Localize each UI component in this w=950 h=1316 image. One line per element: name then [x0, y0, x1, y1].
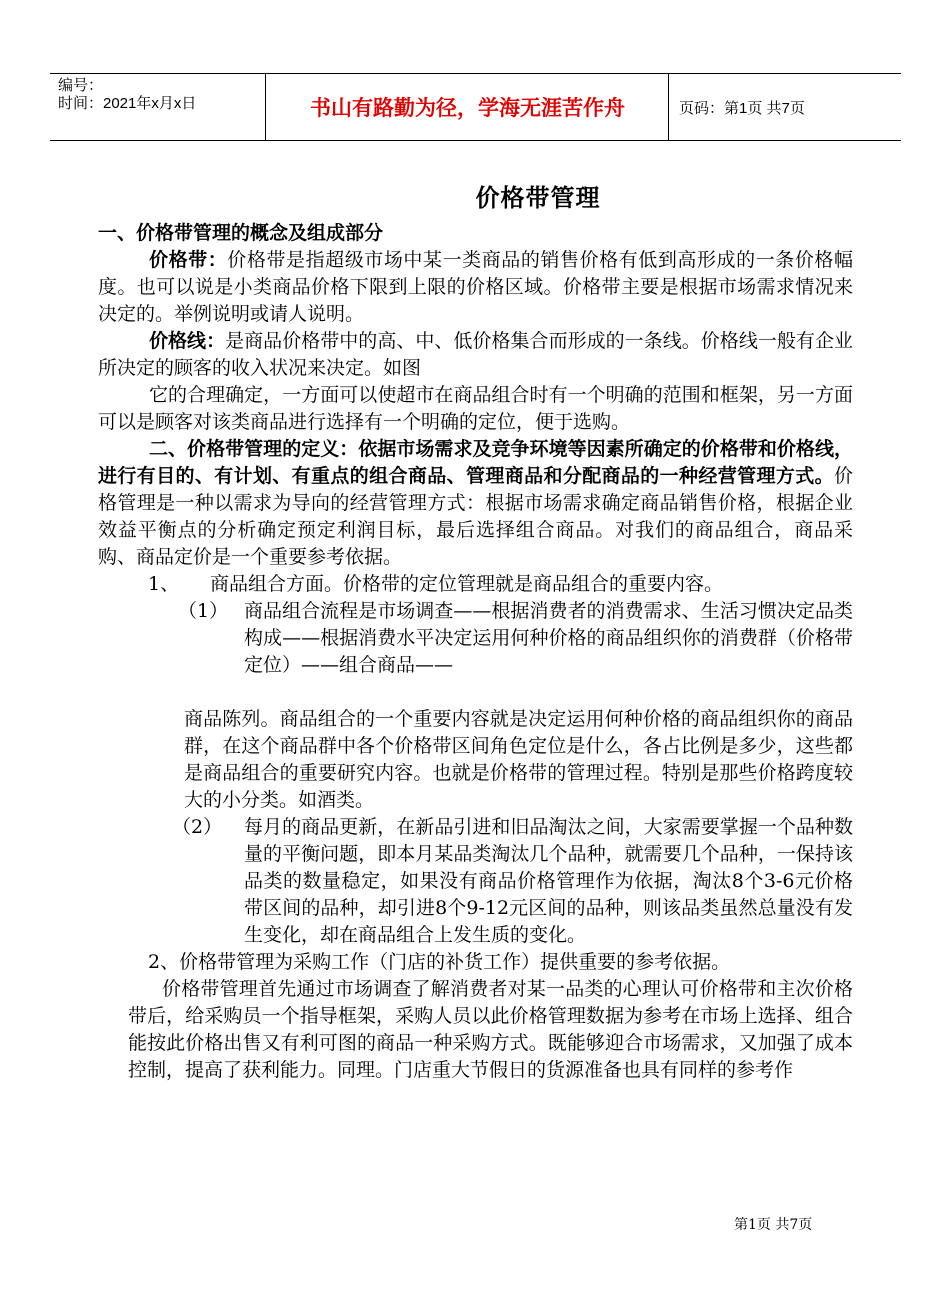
paragraph-rationale: 它的合理确定，一方面可以使超市在商品组合时有一个明确的范围和框架，另一方面可以是顾客对该类商品进行选择有一个明确的定位，便于选购。: [98, 384, 853, 433]
sub-item-2: [98, 814, 853, 949]
sub-item-1-number: （1）: [178, 600, 229, 622]
list-item-2: 2、价格带管理为采购工作（门店的补货工作）提供重要的参考依据。: [148, 951, 731, 973]
document-body: [98, 220, 853, 1084]
page-footer: 第1页 共7页: [734, 1217, 813, 1233]
sub-item-1: [98, 598, 853, 679]
price-band-text: 价格带是指超级市场中某一类商品的销售价格有低到高形成的一条价格幅度。也可以说是小类商品价格下限到上限的价格区域。价格带主要是根据市场需求情况来决定的。举例说明或请人说明。: [98, 249, 853, 325]
sub-item-2-text: 每月的商品更新，在新品引进和旧品淘汰之间，大家需要掌握一个品种数量的平衡问题，即本月某品类淘汰几个品种，就需要几个品种，一保持该品类的数量稳定，如果没有商品价格管理作为依据，淘汰8个3-6元价格带区间的品种，却引进8个9-12元区间的品种，则该品类虽然总量没有发生变化，却在商品组合上发生质的变化。: [244, 816, 853, 946]
list-item-1-number: 1、: [148, 573, 180, 595]
term-price-band: 价格带：: [149, 249, 228, 271]
paragraph-section2: [98, 436, 853, 571]
document-header: [50, 73, 901, 141]
paragraph-price-band: [98, 247, 853, 328]
section2-definition: 二、价格带管理的定义：依据市场需求及竞争环境等因素所确定的价格带和价格线，进行有目的、有计划、有重点的组合商品、管理商品和分配商品的一种经营管理方式。: [98, 438, 853, 487]
header-motto: 书山有路勤为径，学海无涯苦作舟: [267, 74, 669, 140]
list-item-1: [98, 571, 853, 598]
paragraph-price-line: [98, 328, 853, 382]
section1-heading: 一、价格带管理的概念及组成部分: [98, 222, 384, 244]
paragraph-procurement: 价格带管理首先通过市场调查了解消费者对某一品类的心理认可价格带和主次价格带后，给采购员一个指导框架，采购人员以此价格管理数据为参考在市场上选择、组合能按此价格出售又有利可图的商品一种采购方式。既能够迎合市场需求，又加强了成本控制，提高了获利能力。同理。门店重大节假日的货源准备也具有同样的参考作: [128, 978, 853, 1081]
document-number: 编号：: [58, 77, 104, 94]
list-item-1-text: 商品组合方面。价格带的定位管理就是商品组合的重要内容。: [210, 573, 724, 595]
sub-item-1-continued: 商品陈列。商品组合的一个重要内容就是决定运用何种价格的商品组织你的商品群，在这个商品群中各个价格带区间角色定位是什么，各占比例是多少，这些都是商品组合的重要研究内容。也就是价格带的管理过程。特别是那些价格跨度较大的小分类。如酒类。: [184, 708, 853, 811]
price-line-text: 是商品价格带中的高、中、低价格集合而形成的一条线。价格线一般有企业所决定的顾客的收入状况来决定。如图: [98, 330, 853, 379]
page-title: 价格带管理: [475, 183, 601, 212]
document-time: 时间：2021年x月x日: [58, 95, 197, 112]
term-price-line: 价格线：: [149, 330, 226, 352]
header-page-info: 页码：第1页 共7页: [679, 99, 805, 117]
section2-text: 价格管理是一种以需求为导向的经营管理方式：根据市场需求确定商品销售价格，根据企业效益平衡点的分析确定预定利润目标，最后选择组合商品。对我们的商品组合，商品采购、商品定价是一个重要参考依据。: [98, 465, 853, 568]
header-meta: [50, 74, 266, 140]
sub-item-2-number: （2）: [172, 816, 223, 838]
sub-item-1-text: 商品组合流程是市场调查——根据消费者的消费需求、生活习惯决定品类构成——根据消费水平决定运用何种价格的商品组织你的消费群（价格带定位）——组合商品——: [244, 600, 853, 676]
